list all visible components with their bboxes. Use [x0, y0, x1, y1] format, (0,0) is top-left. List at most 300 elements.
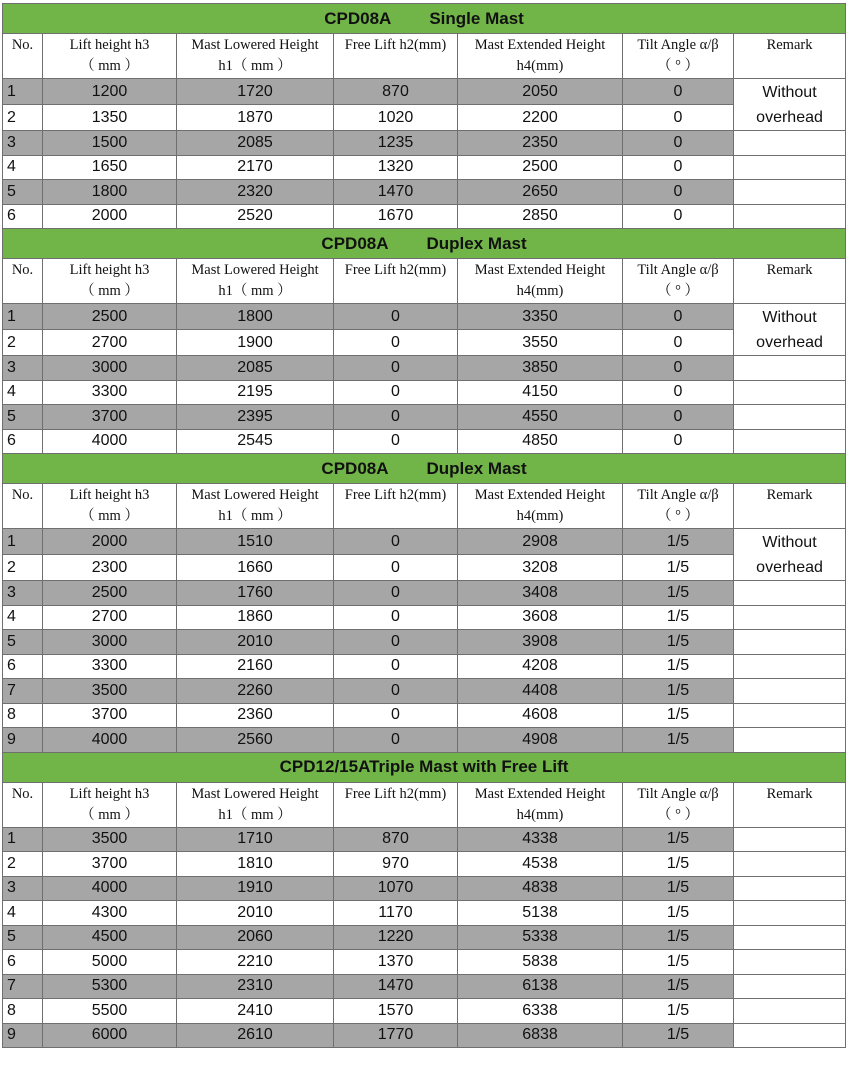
table-cell: 1800: [177, 304, 334, 330]
table-cell: 0: [334, 679, 458, 704]
column-header-unit: h4(mm): [516, 58, 564, 74]
row-number: 3: [3, 131, 43, 156]
table-cell: 2085: [177, 356, 334, 381]
table-cell: 1320: [334, 155, 458, 180]
column-header: [334, 782, 458, 827]
column-header: [177, 484, 334, 529]
table-row: [3, 131, 846, 156]
table-row: [3, 429, 846, 454]
remark-cell-empty: [734, 950, 846, 975]
remark-line: Without: [762, 309, 817, 326]
table-cell: 1/5: [623, 827, 734, 852]
table-cell: 1/5: [623, 925, 734, 950]
remark-line: overhead: [756, 559, 823, 576]
column-header: [43, 782, 177, 827]
section-mast-type: Single Mast: [429, 8, 524, 28]
column-header: [43, 34, 177, 79]
table-cell: 6338: [458, 999, 623, 1024]
table-cell: 5500: [43, 999, 177, 1024]
table-cell: 2000: [43, 204, 177, 229]
table-cell: 1170: [334, 901, 458, 926]
table-row: [3, 679, 846, 704]
table-cell: 0: [334, 380, 458, 405]
column-header: [623, 484, 734, 529]
column-header: [734, 34, 846, 79]
table-cell: 4538: [458, 852, 623, 877]
remark-cell-empty: [734, 728, 846, 753]
column-header: [334, 34, 458, 79]
table-cell: 1220: [334, 925, 458, 950]
table-cell: 0: [623, 304, 734, 330]
table-row: [3, 605, 846, 630]
row-number: 1: [3, 79, 43, 105]
column-header-unit: （ mm ）: [80, 508, 139, 524]
row-number: 8: [3, 703, 43, 728]
row-number: 3: [3, 581, 43, 606]
table-row: [3, 630, 846, 655]
row-number: 5: [3, 180, 43, 205]
table-row: [3, 999, 846, 1024]
column-header-label: Remark: [766, 785, 813, 802]
row-number: 2: [3, 330, 43, 356]
column-header: [458, 34, 623, 79]
row-number: 7: [3, 974, 43, 999]
remark-cell-empty: [734, 380, 846, 405]
column-header-unit: （ ° ）: [656, 283, 700, 299]
table-cell: 0: [334, 654, 458, 679]
column-header-unit: （ ° ）: [656, 508, 700, 524]
column-header-unit: （ mm ）: [80, 806, 139, 823]
table-cell: 2050: [458, 79, 623, 105]
table-cell: 1/5: [623, 529, 734, 555]
column-header-row: [3, 34, 846, 79]
column-header: [734, 259, 846, 304]
section-model: CPD12/15A: [279, 757, 370, 776]
table-cell: 0: [623, 380, 734, 405]
table-row: [3, 728, 846, 753]
row-number: 4: [3, 901, 43, 926]
table-cell: 2545: [177, 429, 334, 454]
column-header-label: Mast Extended Height: [474, 785, 606, 802]
section-model: CPD08A: [321, 458, 389, 478]
table-cell: 2010: [177, 630, 334, 655]
column-header-unit: （ ° ）: [656, 806, 700, 823]
column-header: [334, 484, 458, 529]
row-number: 5: [3, 925, 43, 950]
table-cell: 1/5: [623, 901, 734, 926]
table-cell: 1860: [177, 605, 334, 630]
table-row: [3, 581, 846, 606]
table-cell: 3500: [43, 679, 177, 704]
row-number: 6: [3, 204, 43, 229]
column-header-label: Remark: [766, 37, 813, 53]
table-cell: 0: [334, 529, 458, 555]
table-cell: 1710: [177, 827, 334, 852]
table-row: [3, 204, 846, 229]
row-number: 5: [3, 630, 43, 655]
table-cell: 4000: [43, 876, 177, 901]
column-header-label: Lift height h3: [69, 262, 150, 278]
table-row: [3, 330, 846, 356]
table-cell: 4300: [43, 901, 177, 926]
table-cell: 3350: [458, 304, 623, 330]
table-row: [3, 1023, 846, 1048]
section-mast-type: Duplex Mast: [426, 458, 527, 478]
remark-line: Without: [762, 84, 817, 101]
column-header-label: Mast Lowered Height: [191, 487, 319, 503]
table-cell: 1/5: [623, 605, 734, 630]
column-header-label: Free Lift h2(mm): [344, 487, 447, 503]
table-cell: 1235: [334, 131, 458, 156]
remark-cell-empty: [734, 703, 846, 728]
table-row: [3, 555, 846, 581]
table-cell: 1/5: [623, 1023, 734, 1048]
table-cell: 2310: [177, 974, 334, 999]
table-cell: 2395: [177, 405, 334, 430]
table-cell: 2170: [177, 155, 334, 180]
row-number: 4: [3, 380, 43, 405]
row-number: 7: [3, 679, 43, 704]
table-cell: 2500: [43, 581, 177, 606]
table-cell: 1760: [177, 581, 334, 606]
column-header: [734, 782, 846, 827]
column-header-label: Mast Extended Height: [474, 37, 606, 53]
column-header-label: Mast Extended Height: [474, 262, 606, 278]
column-header: [177, 259, 334, 304]
table-cell: 2320: [177, 180, 334, 205]
section-title-row: [3, 229, 846, 259]
column-header-row: [3, 782, 846, 827]
table-cell: 0: [623, 204, 734, 229]
table-cell: 0: [334, 703, 458, 728]
column-header: [3, 34, 43, 79]
row-number: 1: [3, 529, 43, 555]
table-cell: 4208: [458, 654, 623, 679]
table-row: [3, 901, 846, 926]
table-row: [3, 852, 846, 877]
column-header: [3, 782, 43, 827]
remark-cell-empty: [734, 852, 846, 877]
table-cell: 2210: [177, 950, 334, 975]
column-header: [43, 484, 177, 529]
section-mast-type: Triple Mast with Free Lift: [369, 757, 569, 776]
column-header: [623, 34, 734, 79]
column-header-label: Lift height h3: [69, 785, 150, 802]
table-cell: 5000: [43, 950, 177, 975]
table-cell: 1070: [334, 876, 458, 901]
table-cell: 2850: [458, 204, 623, 229]
table-cell: 3300: [43, 380, 177, 405]
mast-spec-document: [2, 3, 845, 1048]
column-header: [3, 259, 43, 304]
table-cell: 2610: [177, 1023, 334, 1048]
table-cell: 4150: [458, 380, 623, 405]
column-header: [334, 259, 458, 304]
table-cell: 5138: [458, 901, 623, 926]
row-number: 3: [3, 356, 43, 381]
table-cell: 4000: [43, 728, 177, 753]
table-cell: 6138: [458, 974, 623, 999]
table-cell: 5338: [458, 925, 623, 950]
table-cell: 1570: [334, 999, 458, 1024]
table-cell: 1/5: [623, 703, 734, 728]
table-cell: 1200: [43, 79, 177, 105]
row-number: 1: [3, 304, 43, 330]
column-header-label: Mast Lowered Height: [191, 262, 319, 278]
table-cell: 0: [623, 79, 734, 105]
section-model: CPD08A: [324, 8, 392, 28]
row-number: 2: [3, 555, 43, 581]
table-cell: 3550: [458, 330, 623, 356]
column-header-row: [3, 259, 846, 304]
column-header-label: Mast Lowered Height: [191, 37, 319, 53]
column-header-unit: （ ° ）: [656, 58, 700, 74]
table-cell: 2908: [458, 529, 623, 555]
row-number: 3: [3, 876, 43, 901]
table-cell: 4550: [458, 405, 623, 430]
section-title: [3, 454, 846, 484]
section-model: CPD08A: [321, 233, 389, 253]
table-row: [3, 529, 846, 555]
row-number: 8: [3, 999, 43, 1024]
table-cell: 1650: [43, 155, 177, 180]
table-cell: 1020: [334, 105, 458, 131]
table-cell: 4838: [458, 876, 623, 901]
table-cell: 870: [334, 827, 458, 852]
column-header-label: Free Lift h2(mm): [344, 37, 447, 53]
table-cell: 4850: [458, 429, 623, 454]
table-cell: 3700: [43, 405, 177, 430]
table-cell: 4608: [458, 703, 623, 728]
table-cell: 2560: [177, 728, 334, 753]
column-header-unit: h1（ mm ）: [218, 283, 292, 299]
table-cell: 0: [334, 555, 458, 581]
section-title: [3, 752, 846, 782]
remark-cell-empty: [734, 1023, 846, 1048]
table-cell: 3700: [43, 703, 177, 728]
table-row: [3, 79, 846, 105]
table-row: [3, 827, 846, 852]
row-number: 6: [3, 654, 43, 679]
table-cell: 3850: [458, 356, 623, 381]
table-cell: 1/5: [623, 852, 734, 877]
remark-cell-empty: [734, 630, 846, 655]
column-header-unit: h4(mm): [516, 508, 564, 524]
table-cell: 4338: [458, 827, 623, 852]
table-cell: 2700: [43, 605, 177, 630]
table-cell: 1910: [177, 876, 334, 901]
remark-cell-empty: [734, 356, 846, 381]
remark-cell-empty: [734, 204, 846, 229]
row-number: 2: [3, 105, 43, 131]
remark-line: Without: [762, 534, 817, 551]
row-number: 9: [3, 1023, 43, 1048]
table-cell: 4000: [43, 429, 177, 454]
column-header-unit: h1（ mm ）: [218, 806, 292, 823]
table-row: [3, 304, 846, 330]
table-cell: 2000: [43, 529, 177, 555]
column-header-label: No.: [11, 487, 34, 503]
table-cell: 1/5: [623, 654, 734, 679]
table-cell: 4408: [458, 679, 623, 704]
table-cell: 2520: [177, 204, 334, 229]
table-cell: 1720: [177, 79, 334, 105]
table-cell: 2060: [177, 925, 334, 950]
table-cell: 1/5: [623, 679, 734, 704]
column-header: [623, 782, 734, 827]
table-cell: 0: [334, 429, 458, 454]
row-number: 6: [3, 429, 43, 454]
column-header: [458, 484, 623, 529]
table-row: [3, 703, 846, 728]
table-cell: 2360: [177, 703, 334, 728]
column-header-unit: h1（ mm ）: [218, 58, 292, 74]
table-cell: 0: [334, 728, 458, 753]
remark-cell-empty: [734, 429, 846, 454]
column-header-label: Free Lift h2(mm): [344, 785, 447, 802]
table-cell: 0: [623, 356, 734, 381]
table-cell: 1/5: [623, 876, 734, 901]
table-cell: 3500: [43, 827, 177, 852]
table-cell: 2010: [177, 901, 334, 926]
table-row: [3, 380, 846, 405]
table-cell: 2500: [458, 155, 623, 180]
table-cell: 0: [623, 405, 734, 430]
remark-cell: [734, 79, 846, 131]
table-cell: 2300: [43, 555, 177, 581]
column-header-label: Lift height h3: [69, 487, 150, 503]
row-number: 5: [3, 405, 43, 430]
table-cell: 3908: [458, 630, 623, 655]
table-cell: 0: [334, 630, 458, 655]
table-cell: 0: [334, 605, 458, 630]
table-row: [3, 180, 846, 205]
section-title: [3, 4, 846, 34]
table-cell: 3000: [43, 356, 177, 381]
column-header-label: Tilt Angle α/β: [637, 487, 719, 503]
table-cell: 5838: [458, 950, 623, 975]
table-row: [3, 654, 846, 679]
table-cell: 3608: [458, 605, 623, 630]
table-cell: 1/5: [623, 630, 734, 655]
section-mast-type: Duplex Mast: [426, 233, 527, 253]
table-cell: 0: [623, 180, 734, 205]
remark-cell-empty: [734, 581, 846, 606]
remark-cell: [734, 529, 846, 581]
table-cell: 4908: [458, 728, 623, 753]
table-cell: 1770: [334, 1023, 458, 1048]
remark-cell-empty: [734, 999, 846, 1024]
remark-line: overhead: [756, 109, 823, 126]
table-cell: 0: [334, 405, 458, 430]
remark-cell-empty: [734, 180, 846, 205]
column-header-unit: h1（ mm ）: [218, 508, 292, 524]
table-cell: 2195: [177, 380, 334, 405]
table-cell: 1/5: [623, 555, 734, 581]
column-header-label: Lift height h3: [69, 37, 150, 53]
column-header: [458, 259, 623, 304]
column-header-label: Tilt Angle α/β: [637, 262, 719, 278]
table-cell: 3208: [458, 555, 623, 581]
column-header-label: Free Lift h2(mm): [344, 262, 447, 278]
table-cell: 1900: [177, 330, 334, 356]
table-cell: 1470: [334, 180, 458, 205]
table-row: [3, 950, 846, 975]
table-cell: 2700: [43, 330, 177, 356]
mast-spec-table-body: [3, 4, 846, 1048]
column-header-label: No.: [11, 37, 34, 53]
column-header-unit: h4(mm): [516, 283, 564, 299]
remark-cell-empty: [734, 131, 846, 156]
column-header-label: Remark: [766, 487, 813, 503]
column-header: [43, 259, 177, 304]
table-cell: 1500: [43, 131, 177, 156]
table-cell: 970: [334, 852, 458, 877]
column-header: [177, 34, 334, 79]
row-number: 9: [3, 728, 43, 753]
section-title-row: [3, 454, 846, 484]
table-cell: 0: [623, 330, 734, 356]
table-cell: 1510: [177, 529, 334, 555]
column-header-label: Mast Lowered Height: [191, 785, 319, 802]
remark-cell: [734, 304, 846, 356]
column-header-label: No.: [11, 785, 34, 802]
table-cell: 1670: [334, 204, 458, 229]
table-cell: 1350: [43, 105, 177, 131]
table-cell: 1/5: [623, 999, 734, 1024]
row-number: 4: [3, 605, 43, 630]
table-cell: 870: [334, 79, 458, 105]
section-title-row: [3, 4, 846, 34]
remark-line: overhead: [756, 334, 823, 351]
column-header-label: No.: [11, 262, 34, 278]
table-cell: 1/5: [623, 581, 734, 606]
table-cell: 2160: [177, 654, 334, 679]
column-header: [623, 259, 734, 304]
table-cell: 1810: [177, 852, 334, 877]
row-number: 1: [3, 827, 43, 852]
remark-cell-empty: [734, 405, 846, 430]
remark-cell-empty: [734, 679, 846, 704]
column-header: [3, 484, 43, 529]
table-cell: 2260: [177, 679, 334, 704]
remark-cell-empty: [734, 925, 846, 950]
column-header-unit: （ mm ）: [80, 58, 139, 74]
column-header-label: Remark: [766, 262, 813, 278]
table-cell: 4500: [43, 925, 177, 950]
table-cell: 2500: [43, 304, 177, 330]
table-cell: 1660: [177, 555, 334, 581]
table-cell: 3700: [43, 852, 177, 877]
section-title-row: [3, 752, 846, 782]
remark-cell-empty: [734, 654, 846, 679]
table-cell: 6000: [43, 1023, 177, 1048]
table-row: [3, 155, 846, 180]
table-cell: 1/5: [623, 950, 734, 975]
column-header: [734, 484, 846, 529]
table-cell: 1800: [43, 180, 177, 205]
table-row: [3, 105, 846, 131]
table-cell: 0: [334, 581, 458, 606]
column-header-label: Tilt Angle α/β: [637, 37, 719, 53]
table-cell: 3000: [43, 630, 177, 655]
table-row: [3, 876, 846, 901]
row-number: 4: [3, 155, 43, 180]
table-cell: 1870: [177, 105, 334, 131]
remark-cell-empty: [734, 827, 846, 852]
remark-cell-empty: [734, 901, 846, 926]
table-cell: 2650: [458, 180, 623, 205]
